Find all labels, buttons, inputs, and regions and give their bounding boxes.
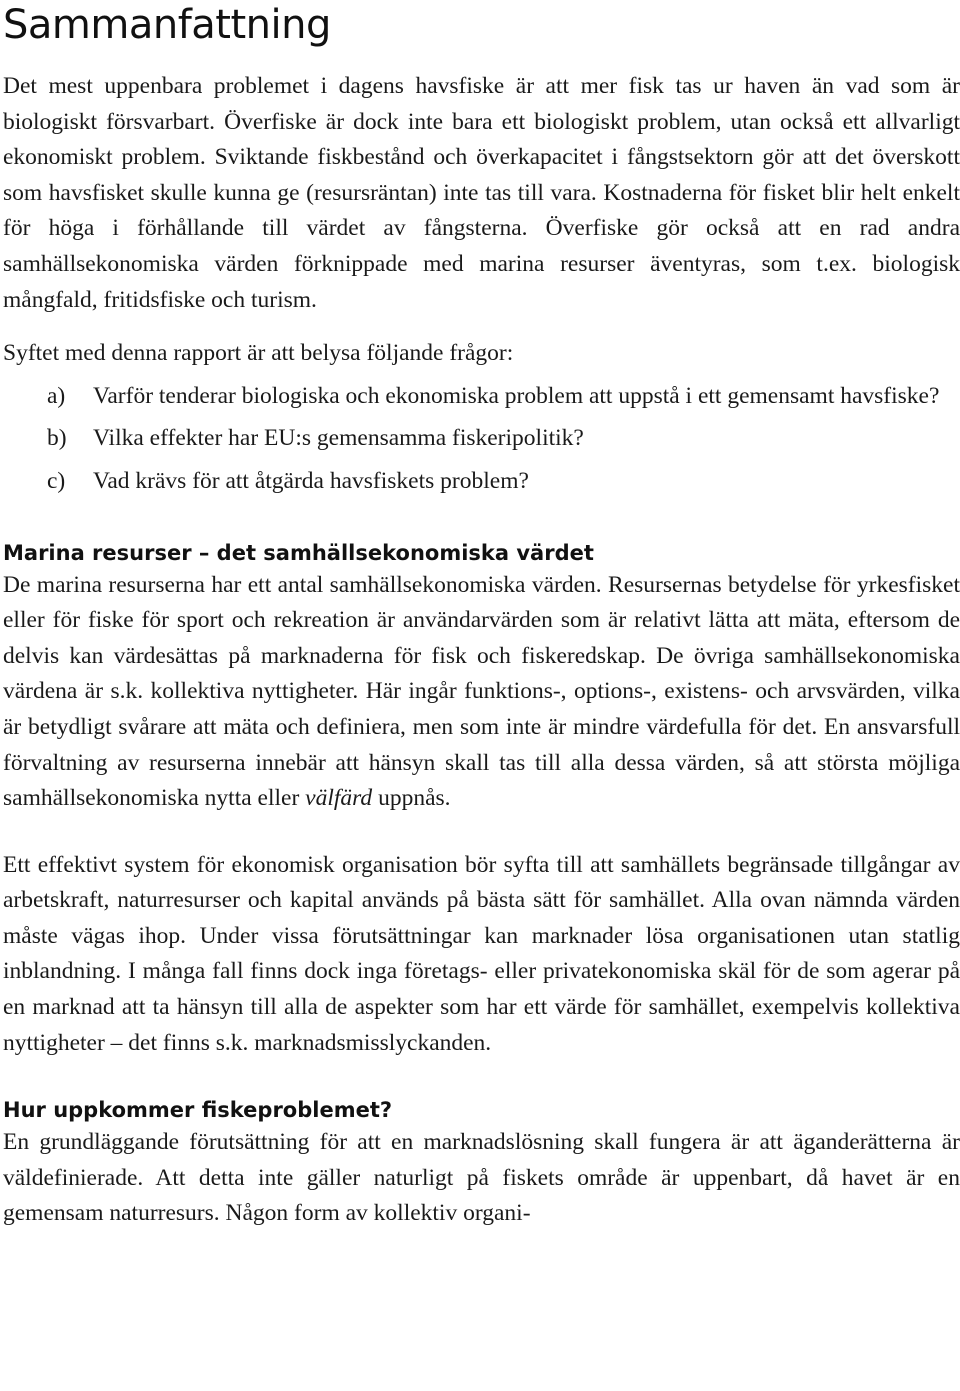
- section-paragraph: Ett effektivt system för ekonomisk organisation bör syfta till att samhällets begränsade tillgångar av arbetskraft, naturresurser och kapital används på bästa sätt för samhället. Alla ovan nämnda värden måste vägas ihop. Under vissa förutsättningar kan marknader lösa organisationen utan statlig inblandning. I många fall finns dock inga företags- eller privatekonomiska skäl för de som agerar på en marknad att ta hänsyn till alla de aspekter som har ett värde för samhället, exempelvis kollektiva nyttigheter – det finns s.k. marknadsmisslyckanden.: [3, 851, 960, 1056]
- question-item: [3, 379, 960, 415]
- question-text: Vilka effekter har EU:s gemensamma fiskeripolitik?: [93, 425, 584, 452]
- question-text: Varför tenderar biologiska och ekonomiska problem att uppstå i ett gemensamt havsfiske?: [93, 382, 940, 409]
- section-heading: Hur uppkommer fiskeproblemet?: [3, 1098, 393, 1123]
- paragraph-text: De marina resurserna har ett antal samhällsekonomiska värden. Resursernas betydelse för yrkesfisket eller för fiske för sport och rekreation är användarvärden som är relativt lätta att mäta, eftersom de delvis kan värdesättas på marknaderna för fisk och fiskeredskap. De övriga samhällsekonomiska värdena är s.k. kollektiva nyttigheter. Här ingår funktions-, options-, existens- och arvsvärden, vilka är betydligt svårare att mäta och definiera, men som inte är mindre värdefulla för det. En ansvarsfull förvaltning av resurserna innebär att hänsyn skall tas till alla dessa värden, så att största möjliga samhällsekonomiska nytta eller: [3, 571, 960, 812]
- emphasized-term: välfärd: [305, 785, 373, 812]
- question-item: [3, 421, 960, 457]
- question-text: Vad krävs för att åtgärda havsfiskets problem?: [93, 467, 529, 494]
- section-heading: Marina resurser – det samhällsekonomiska värdet: [3, 540, 594, 565]
- question-marker: a): [47, 382, 66, 409]
- question-marker: c): [47, 467, 66, 494]
- questions-list: [3, 379, 960, 500]
- question-item: [3, 464, 960, 500]
- paragraph-text: uppnås.: [372, 785, 451, 812]
- page-title: Sammanfattning: [3, 2, 331, 48]
- intro-paragraph: Det mest uppenbara problemet i dagens havsfiske är att mer fisk tas ur haven än vad som är biologiskt försvarbart. Överfiske är dock inte bara ett biologiskt problem, utan också ett allvarligt ekonomiskt problem. Sviktande fiskbestånd och överkapacitet i fångstsektorn gör att det överskott som havsfisket skulle kunna ge (resursräntan) inte tas till vara. Kostnaderna för fisket blir helt enkelt för höga i förhållande till värdet av fångsterna. Överfiske gör också att en rad andra samhällsekonomiska värden förknippade med marina resurser äventyras, som t.ex. biologisk mångfald, fritidsfiske och turism.: [3, 73, 960, 313]
- question-marker: b): [47, 425, 67, 452]
- section-paragraph: En grundläggande förutsättning för att en marknadslösning skall fungera är att äganderätterna är väldefinierade. Att detta inte gäller naturligt på fiskets område är uppenbart, då havet är en gemensam naturresurs. Någon form av kollektiv organi-: [3, 1129, 960, 1227]
- questions-intro-paragraph: Syftet med denna rapport är att belysa följande frågor:: [3, 340, 514, 367]
- section-paragraph: [3, 568, 960, 817]
